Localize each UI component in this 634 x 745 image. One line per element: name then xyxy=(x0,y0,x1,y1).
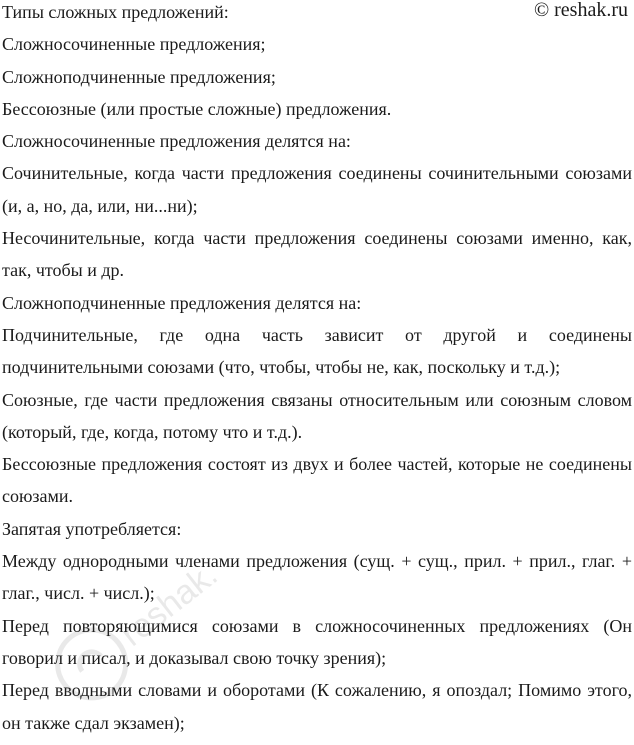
paragraph: Перед вводными словами и оборотами (К сожалению, я опоздал; Помимо этого, он также сдал экзамен); xyxy=(2,680,632,733)
paragraph: Запятая употребляется: xyxy=(2,518,182,539)
document-body xyxy=(2,0,632,739)
paragraph: Бессоюзные (или простые сложные) предложения. xyxy=(2,98,392,119)
paragraph: Сложноподчиненные предложения; xyxy=(2,66,276,87)
paragraph: Сложносочиненные предложения; xyxy=(2,34,266,55)
paragraph: Перед повторяющимися союзами в сложносочиненных предложениях (Он говорил и писал, и доказывал свою точку зрения); xyxy=(2,615,632,668)
paragraph: Союзные, где части предложения связаны относительным или союзным словом (который, где, когда, потому что и т.д.). xyxy=(2,389,632,442)
logo-text: reshak.ru xyxy=(113,536,249,654)
paragraph: Несочинительные, когда части предложения соединены союзами именно, как, так, чтобы и др. xyxy=(2,228,632,281)
paragraph: Сочинительные, когда части предложения соединены сочинительными союзами (и, а, но, да, или, ни...ни); xyxy=(2,163,632,216)
paragraph: Сложноподчиненные предложения делятся на: xyxy=(2,292,362,313)
paragraph: Подчинительные, где одна часть зависит от другой и соединены подчинительными союзами (что, чтобы, чтобы не, как, поскольку и т.д.); xyxy=(2,324,632,378)
paragraph: Сложносочиненные предложения делятся на: xyxy=(2,131,351,152)
paragraph: Между однородными членами предложения (сущ. + сущ., прил. + прил., глаг. + глаг., числ. + числ.); xyxy=(2,551,632,604)
paragraph: Бессоюзные предложения состоят из двух и более частей, которые не соединены союзами. xyxy=(2,454,632,507)
site-watermark: © reshak.ru xyxy=(533,0,628,21)
heading-types: Типы сложных предложений: xyxy=(2,2,229,22)
